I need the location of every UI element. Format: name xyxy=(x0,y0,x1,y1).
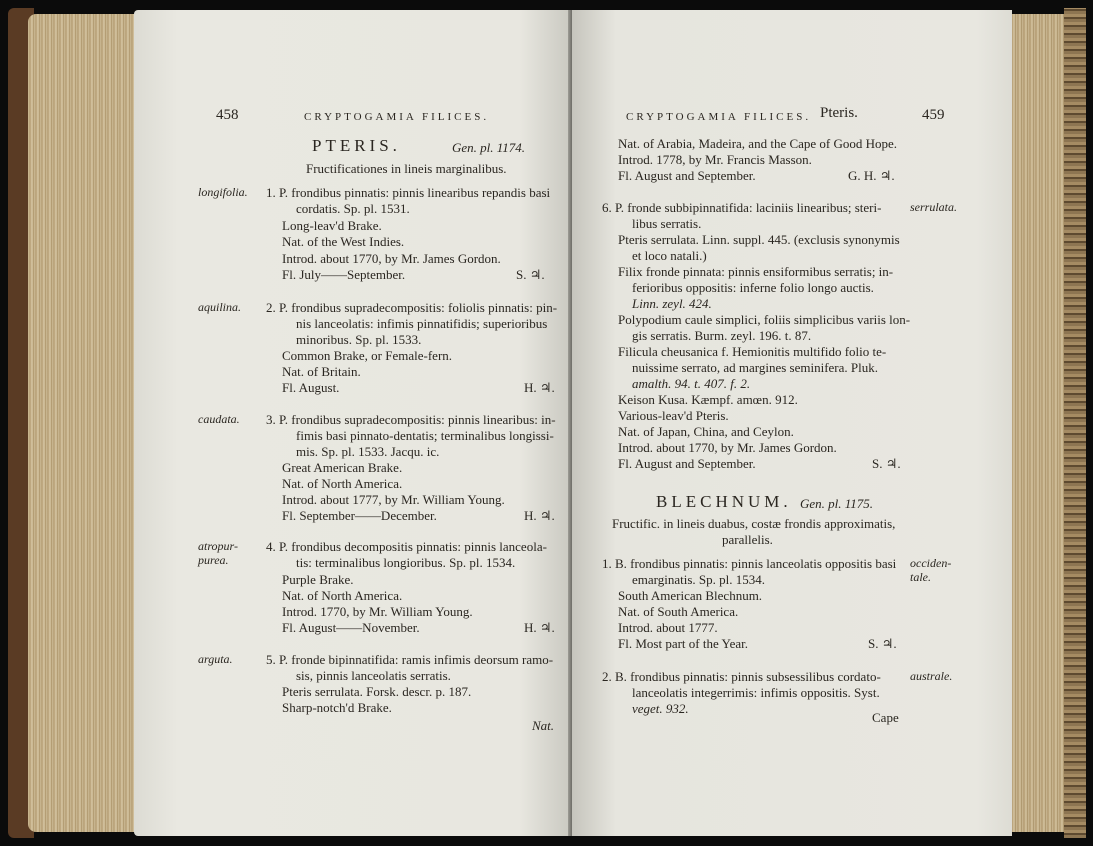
fructification-note: Fructific. in lineis duabus, costæ frondis approximatis, xyxy=(612,516,896,531)
right-page xyxy=(572,10,1012,836)
climate-mark: S. ♃. xyxy=(868,636,897,651)
text-line: Sharp-notch'd Brake. xyxy=(282,700,392,715)
text-line: Nat. of the West Indies. xyxy=(282,234,405,249)
running-head: CRYPTOGAMIA FILICES. xyxy=(626,111,812,123)
text-line: fimis basi pinnato-dentatis; terminalibus longissi- xyxy=(296,428,554,443)
text-line: nuissime serrato, ad margines seminifera. Pluk. xyxy=(632,360,878,375)
climate-mark: H. ♃. xyxy=(524,380,555,395)
genus-title: BLECHNUM. xyxy=(656,492,792,511)
page-number: 458 xyxy=(216,107,239,123)
text-line: Nat. of Britain. xyxy=(282,364,361,379)
running-head: CRYPTOGAMIA FILICES. xyxy=(304,111,490,123)
text-line: nis lanceolatis: infimis pinnatifidis; superioribus xyxy=(296,316,548,331)
text-line: amalth. 94. t. 407. f. 2. xyxy=(632,376,751,391)
margin-name: tale. xyxy=(910,570,931,584)
text-line: Introd. about 1777, by Mr. William Young. xyxy=(282,492,505,507)
text-line: Purple Brake. xyxy=(282,572,354,587)
text-line: Pteris serrulata. Forsk. descr. p. 187. xyxy=(282,684,472,699)
text-line: gis serratis. Burm. zeyl. 196. t. 87. xyxy=(632,328,812,343)
book-cover-right xyxy=(1064,8,1086,838)
fructification-note: Fructificationes in lineis marginalibus. xyxy=(306,161,507,176)
text-line: ferioribus oppositis: inferne folio longo auctis. xyxy=(632,280,874,295)
text-line: Filicula cheusanica f. Hemionitis multifido folio te- xyxy=(618,344,887,359)
climate-mark: H. ♃. xyxy=(524,508,555,523)
text-line: emarginatis. Sp. pl. 1534. xyxy=(632,572,766,587)
fructification-note: parallelis. xyxy=(722,532,773,547)
text-line: Fl. September——December. xyxy=(282,508,437,523)
text-line: Fl. August. xyxy=(282,380,340,395)
text-line: minoribus. Sp. pl. 1533. xyxy=(296,332,422,347)
text-line: libus serratis. xyxy=(632,216,702,231)
text-line: Nat. of Japan, China, and Ceylon. xyxy=(618,424,794,439)
text-line: Long-leav'd Brake. xyxy=(282,218,382,233)
text-line: et loco natali.) xyxy=(632,248,707,263)
text-line: 2. B. frondibus pinnatis: pinnis subsessilibus cordato- xyxy=(602,669,881,684)
text-line: Introd. 1778, by Mr. Francis Masson. xyxy=(618,152,812,167)
text-line: tis: terminalibus longioribus. Sp. pl. 1534. xyxy=(296,555,516,570)
left-page xyxy=(134,10,572,836)
text-line: Introd. about 1770, by Mr. James Gordon. xyxy=(282,251,501,266)
open-book xyxy=(8,8,1086,838)
text-line: Great American Brake. xyxy=(282,460,403,475)
text-line: Nat. of North America. xyxy=(282,476,403,491)
text-line: 1. P. frondibus pinnatis: pinnis linearibus repandis basi xyxy=(266,185,551,200)
margin-name: arguta. xyxy=(198,652,233,666)
climate-mark: S. ♃. xyxy=(516,267,545,282)
page-edges-left xyxy=(28,14,140,832)
genus-title: PTERIS. xyxy=(312,136,401,155)
margin-name: aquilina. xyxy=(198,300,242,314)
text-line: Introd. 1770, by Mr. William Young. xyxy=(282,604,473,619)
text-line: 6. P. fronde subbipinnatifida: laciniis linearibus; steri- xyxy=(602,200,882,215)
page-number: 459 xyxy=(922,107,945,123)
climate-mark: G. H. ♃. xyxy=(848,168,895,183)
text-line: South American Blechnum. xyxy=(618,588,763,603)
margin-name: australe. xyxy=(910,669,953,683)
text-line: sis, pinnis lanceolatis serratis. xyxy=(296,668,451,683)
text-line: Fl. August and September. xyxy=(618,456,756,471)
text-line: Introd. about 1777. xyxy=(618,620,718,635)
text-line: Filix fronde pinnata: pinnis ensiformibus serratis; in- xyxy=(618,264,894,279)
text-line: 3. P. frondibus supradecompositis: pinnis linearibus: in- xyxy=(266,412,556,427)
text-line: Fl. August——November. xyxy=(282,620,420,635)
text-line: Fl. August and September. xyxy=(618,168,756,183)
margin-name: caudata. xyxy=(198,412,240,426)
running-genus: Pteris. xyxy=(820,105,858,121)
text-line: cordatis. Sp. pl. 1531. xyxy=(296,201,410,216)
text-line: 2. P. frondibus supradecompositis: foliolis pinnatis: pin- xyxy=(266,300,558,315)
text-line: 4. P. frondibus decompositis pinnatis: pinnis lanceola- xyxy=(266,539,547,554)
text-line: lanceolatis integerrimis: infimis oppositis. Syst. xyxy=(632,685,880,700)
page-edges-right xyxy=(1010,14,1070,832)
catchword: Cape xyxy=(872,710,899,725)
catchword: Nat. xyxy=(532,718,555,733)
margin-name: serrulata. xyxy=(910,200,958,214)
text-line: Introd. about 1770, by Mr. James Gordon. xyxy=(618,440,837,455)
text-line: Linn. zeyl. 424. xyxy=(632,296,712,311)
text-line: veget. 932. xyxy=(632,701,689,716)
text-line: Fl. Most part of the Year. xyxy=(618,636,748,651)
text-line: Various-leav'd Pteris. xyxy=(618,408,729,423)
text-line: Nat. of North America. xyxy=(282,588,403,603)
genus-reference: Gen. pl. 1175. xyxy=(800,496,874,511)
text-line: mis. Sp. pl. 1533. Jacqu. ic. xyxy=(296,444,440,459)
text-line: Polypodium caule simplici, foliis simplicibus variis lon- xyxy=(618,312,911,327)
margin-name: atropur- xyxy=(198,539,238,553)
text-line: 5. P. fronde bipinnatifida: ramis infimis deorsum ramo- xyxy=(266,652,554,667)
margin-name: occiden- xyxy=(910,556,952,570)
genus-reference: Gen. pl. 1174. xyxy=(452,140,526,155)
text-line: Common Brake, or Female-fern. xyxy=(282,348,453,363)
text-line: Nat. of Arabia, Madeira, and the Cape of Good Hope. xyxy=(618,136,898,151)
climate-mark: S. ♃. xyxy=(872,456,901,471)
margin-name: purea. xyxy=(198,553,229,567)
text-line: Pteris serrulata. Linn. suppl. 445. (exclusis synonymis xyxy=(618,232,900,247)
text-line: 1. B. frondibus pinnatis: pinnis lanceolatis oppositis basi xyxy=(602,556,897,571)
text-line: Fl. July——September. xyxy=(282,267,406,282)
margin-name: longifolia. xyxy=(198,185,248,199)
climate-mark: H. ♃. xyxy=(524,620,555,635)
text-line: Keison Kusa. Kæmpf. amœn. 912. xyxy=(618,392,798,407)
text-line: Nat. of South America. xyxy=(618,604,739,619)
